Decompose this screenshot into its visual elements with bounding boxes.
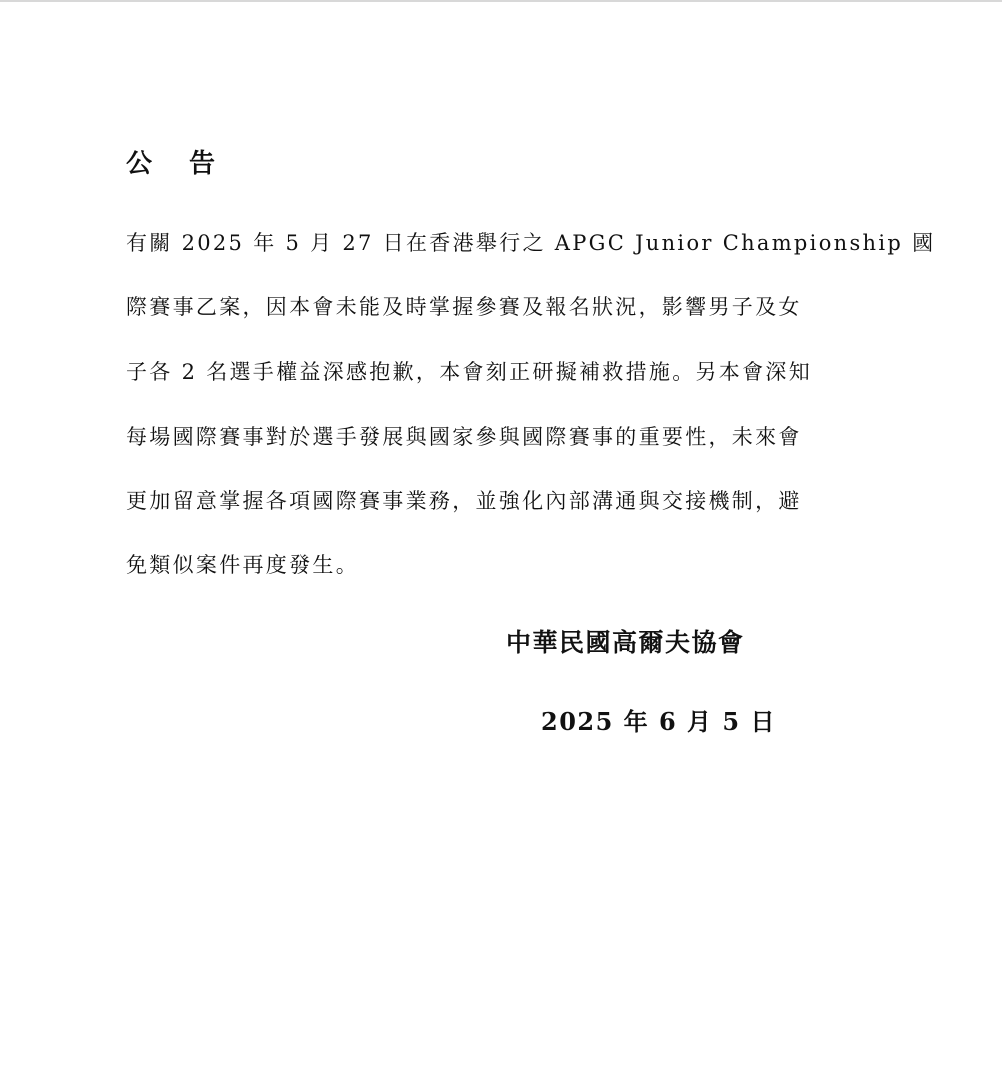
notice-title: 公 告: [126, 149, 230, 179]
body-line-6: 免類似案件再度發生。: [126, 553, 359, 577]
body-line-2: 際賽事乙案，因本會未能及時掌握參賽及報名狀況，影響男子及女: [126, 295, 802, 319]
notice-date: 2025 年 6 月 5 日: [541, 707, 776, 736]
body-line-1: 有關 2025 年 5 月 27 日在香港舉行之 APGC Junior Championship 國: [126, 231, 936, 255]
body-line-3: 子各 2 名選手權益深感抱歉，本會刻正研擬補救措施。另本會深知: [126, 360, 813, 384]
body-line-5: 更加留意掌握各項國際賽事業務，並強化內部溝通與交接機制，避: [126, 489, 802, 513]
page-top-border: [0, 0, 1002, 2]
signature-organization: 中華民國高爾夫協會: [506, 628, 745, 657]
body-line-4: 每場國際賽事對於選手發展與國家參與國際賽事的重要性，未來會: [126, 425, 802, 449]
